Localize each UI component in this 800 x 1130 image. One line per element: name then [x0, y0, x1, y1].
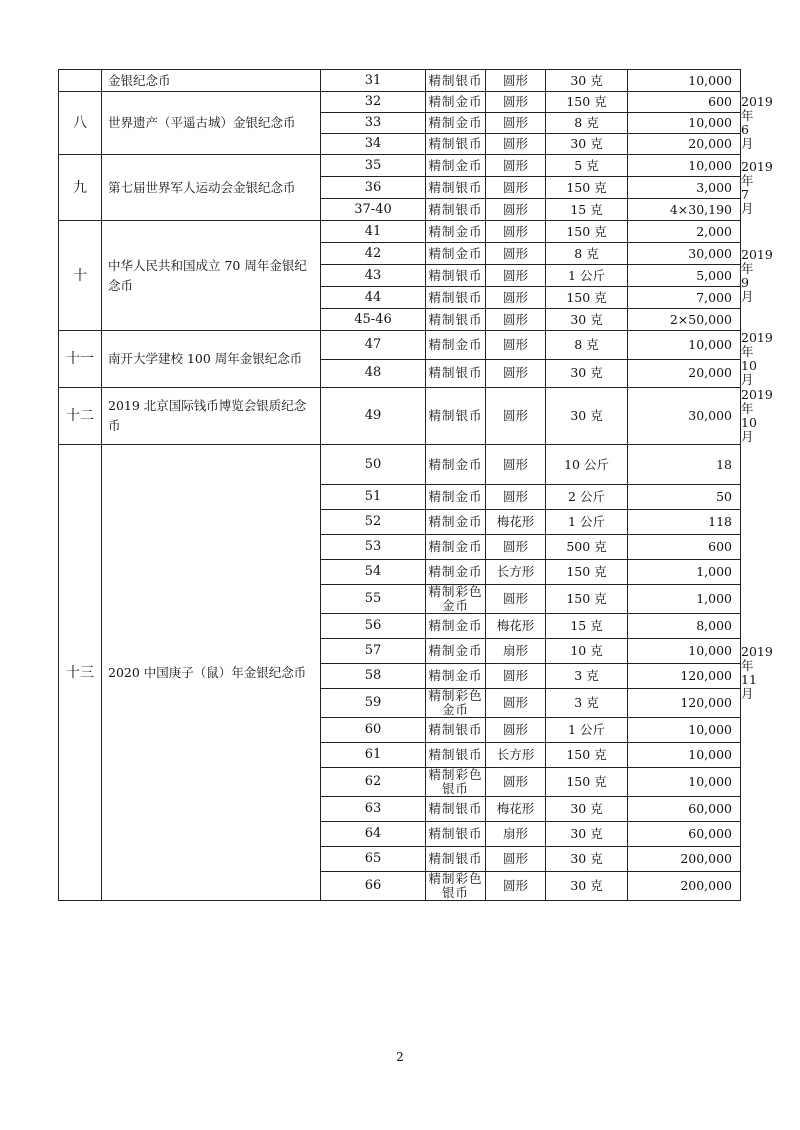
coin-weight: 150 克 — [546, 768, 628, 797]
coin-quality: 精制金币 — [426, 92, 486, 113]
coin-quality: 精制银币 — [426, 265, 486, 287]
coin-weight: 10 公斤 — [546, 445, 628, 485]
issue-quantity: 50 — [628, 485, 741, 510]
coin-quality: 精制银币 — [426, 743, 486, 768]
coin-shape: 圆形 — [486, 70, 546, 92]
issue-quantity: 10,000 — [628, 743, 741, 768]
coin-weight: 8 克 — [546, 331, 628, 360]
coin-program-name: 第七届世界军人运动会金银纪念币 — [102, 155, 321, 221]
coin-shape: 长方形 — [486, 560, 546, 585]
coin-serial: 45-46 — [321, 309, 426, 331]
table-row: 十三 2020 中国庚子（鼠）年金银纪念币 50 精制金币 圆形 10 公斤 18 2019 年 11 月 — [59, 445, 741, 485]
coin-shape: 圆形 — [486, 359, 546, 388]
coin-quality: 精制金币 — [426, 535, 486, 560]
coin-serial: 47 — [321, 331, 426, 360]
coin-program-name: 南开大学建校 100 周年金银纪念币 — [102, 331, 321, 388]
coin-quality: 精制金币 — [426, 155, 486, 177]
table-row — [59, 70, 741, 92]
issue-quantity: 200,000 — [628, 847, 741, 872]
coin-serial: 42 — [321, 243, 426, 265]
coin-shape: 扇形 — [486, 822, 546, 847]
coin-quality: 精制银币 — [426, 134, 486, 155]
coin-shape: 梅花形 — [486, 510, 546, 535]
coin-serial: 65 — [321, 847, 426, 872]
coin-weight: 3 克 — [546, 664, 628, 689]
group-number: 十二 — [59, 388, 102, 445]
coin-quality: 精制彩色金币 — [426, 585, 486, 614]
coin-weight: 5 克 — [546, 155, 628, 177]
coin-serial: 64 — [321, 822, 426, 847]
coin-shape: 圆形 — [486, 664, 546, 689]
coin-serial: 52 — [321, 510, 426, 535]
coin-quality: 精制彩色金币 — [426, 689, 486, 718]
coin-serial: 57 — [321, 639, 426, 664]
coin-weight: 8 克 — [546, 243, 628, 265]
issue-quantity: 30,000 — [628, 243, 741, 265]
coin-quality: 精制金币 — [426, 560, 486, 585]
issue-quantity: 10,000 — [628, 639, 741, 664]
coin-weight: 150 克 — [546, 560, 628, 585]
coin-serial: 59 — [321, 689, 426, 718]
issue-quantity: 120,000 — [628, 664, 741, 689]
coin-weight: 30 克 — [546, 70, 628, 92]
coin-weight: 2 公斤 — [546, 485, 628, 510]
coin-shape: 圆形 — [486, 689, 546, 718]
issue-quantity: 20,000 — [628, 359, 741, 388]
coin-quality: 精制金币 — [426, 510, 486, 535]
coin-shape: 圆形 — [486, 535, 546, 560]
coin-quality: 精制金币 — [426, 221, 486, 243]
coin-weight: 1 公斤 — [546, 718, 628, 743]
coin-serial: 32 — [321, 92, 426, 113]
group-number: 十 — [59, 221, 102, 331]
issue-quantity: 4×30,190 — [628, 199, 741, 221]
coin-serial: 33 — [321, 113, 426, 134]
coin-program-name: 2020 中国庚子（鼠）年金银纪念币 — [102, 445, 321, 901]
coin-serial: 62 — [321, 768, 426, 797]
issue-quantity: 5,000 — [628, 265, 741, 287]
coin-quality: 精制银币 — [426, 847, 486, 872]
coin-weight: 3 克 — [546, 689, 628, 718]
issue-quantity: 10,000 — [628, 331, 741, 360]
coin-serial: 55 — [321, 585, 426, 614]
coin-weight: 10 克 — [546, 639, 628, 664]
coin-shape: 圆形 — [486, 199, 546, 221]
issue-quantity: 10,000 — [628, 70, 741, 92]
coin-shape: 圆形 — [486, 388, 546, 445]
issue-quantity: 2,000 — [628, 221, 741, 243]
table-row: 十 中华人民共和国成立 70 周年金银纪念币 41 精制金币 圆形 150 克 2,000 2019 年 9 月 — [59, 221, 741, 243]
coin-serial: 51 — [321, 485, 426, 510]
group-number: 九 — [59, 155, 102, 221]
coin-quality: 精制银币 — [426, 309, 486, 331]
coin-serial: 53 — [321, 535, 426, 560]
table-body — [59, 70, 773, 901]
coin-shape: 扇形 — [486, 639, 546, 664]
coin-quality: 精制金币 — [426, 331, 486, 360]
coin-shape: 圆形 — [486, 445, 546, 485]
coin-serial: 34 — [321, 134, 426, 155]
group-number — [59, 70, 102, 92]
coin-weight: 30 克 — [546, 797, 628, 822]
coin-shape: 长方形 — [486, 743, 546, 768]
coin-quality: 精制金币 — [426, 113, 486, 134]
coin-quality: 精制银币 — [426, 718, 486, 743]
issue-quantity: 60,000 — [628, 822, 741, 847]
coin-quality: 精制金币 — [426, 445, 486, 485]
coin-quality: 精制银币 — [426, 359, 486, 388]
table-row: 十二 2019 北京国际钱币博览会银质纪念币 49 精制银币 圆形 30 克 30,000 2019 年 10 月 — [59, 388, 741, 445]
coin-serial: 48 — [321, 359, 426, 388]
coin-weight: 500 克 — [546, 535, 628, 560]
coin-serial: 43 — [321, 265, 426, 287]
issue-quantity: 2×50,000 — [628, 309, 741, 331]
coin-shape: 圆形 — [486, 155, 546, 177]
coin-quality: 精制银币 — [426, 388, 486, 445]
coin-shape: 圆形 — [486, 585, 546, 614]
coin-quality: 精制金币 — [426, 614, 486, 639]
coin-quality: 精制银币 — [426, 822, 486, 847]
coin-weight: 150 克 — [546, 92, 628, 113]
coin-quality: 精制银币 — [426, 199, 486, 221]
coin-serial: 63 — [321, 797, 426, 822]
coin-program-name: 金银纪念币 — [102, 70, 321, 92]
coin-quality: 精制银币 — [426, 287, 486, 309]
coin-quality: 精制银币 — [426, 797, 486, 822]
coin-issue-table — [58, 69, 773, 901]
issue-quantity: 20,000 — [628, 134, 741, 155]
coin-weight: 150 克 — [546, 287, 628, 309]
coin-weight: 30 克 — [546, 822, 628, 847]
issue-quantity: 1,000 — [628, 585, 741, 614]
coin-quality: 精制银币 — [426, 70, 486, 92]
issue-quantity: 7,000 — [628, 287, 741, 309]
group-number: 八 — [59, 92, 102, 155]
issue-quantity: 8,000 — [628, 614, 741, 639]
coin-serial: 35 — [321, 155, 426, 177]
coin-weight: 30 克 — [546, 309, 628, 331]
coin-weight: 150 克 — [546, 221, 628, 243]
coin-shape: 圆形 — [486, 243, 546, 265]
issue-quantity: 30,000 — [628, 388, 741, 445]
issue-quantity: 118 — [628, 510, 741, 535]
coin-serial: 31 — [321, 70, 426, 92]
coin-quality: 精制金币 — [426, 243, 486, 265]
coin-program-name: 2019 北京国际钱币博览会银质纪念币 — [102, 388, 321, 445]
coin-shape: 梅花形 — [486, 797, 546, 822]
coin-quality: 精制银币 — [426, 177, 486, 199]
coin-serial: 56 — [321, 614, 426, 639]
coin-serial: 44 — [321, 287, 426, 309]
coin-quality: 精制彩色银币 — [426, 768, 486, 797]
coin-shape: 圆形 — [486, 485, 546, 510]
coin-quality: 精制金币 — [426, 639, 486, 664]
coin-shape: 圆形 — [486, 177, 546, 199]
coin-serial: 50 — [321, 445, 426, 485]
coin-weight: 1 公斤 — [546, 510, 628, 535]
coin-serial: 60 — [321, 718, 426, 743]
coin-quality: 精制金币 — [426, 664, 486, 689]
coin-weight: 30 克 — [546, 872, 628, 901]
table-row: 八 世界遗产（平遥古城）金银纪念币 32 精制金币 圆形 150 克 600 2019 年 6 月 — [59, 92, 741, 113]
coin-serial: 58 — [321, 664, 426, 689]
group-number: 十三 — [59, 445, 102, 901]
coin-weight: 15 克 — [546, 199, 628, 221]
coin-shape: 圆形 — [486, 287, 546, 309]
coin-weight: 8 克 — [546, 113, 628, 134]
coin-shape: 圆形 — [486, 331, 546, 360]
coin-weight: 15 克 — [546, 614, 628, 639]
coin-shape: 圆形 — [486, 718, 546, 743]
coin-weight: 150 克 — [546, 743, 628, 768]
coin-quality: 精制彩色银币 — [426, 872, 486, 901]
coin-shape: 圆形 — [486, 113, 546, 134]
coin-quality: 精制金币 — [426, 485, 486, 510]
coin-serial: 41 — [321, 221, 426, 243]
group-number: 十一 — [59, 331, 102, 388]
issue-quantity: 10,000 — [628, 768, 741, 797]
coin-shape: 圆形 — [486, 872, 546, 901]
coin-shape: 圆形 — [486, 309, 546, 331]
issue-quantity: 1,000 — [628, 560, 741, 585]
coin-program-name: 世界遗产（平遥古城）金银纪念币 — [102, 92, 321, 155]
issue-quantity: 18 — [628, 445, 741, 485]
coin-program-name: 中华人民共和国成立 70 周年金银纪念币 — [102, 221, 321, 331]
coin-weight: 30 克 — [546, 359, 628, 388]
issue-quantity: 10,000 — [628, 113, 741, 134]
coin-serial: 37-40 — [321, 199, 426, 221]
table-row: 十一 南开大学建校 100 周年金银纪念币 47 精制金币 圆形 8 克 10,000 2019 年 10 月 — [59, 331, 741, 360]
coin-shape: 圆形 — [486, 134, 546, 155]
coin-serial: 49 — [321, 388, 426, 445]
issue-quantity: 200,000 — [628, 872, 741, 901]
issue-quantity: 10,000 — [628, 718, 741, 743]
coin-shape: 圆形 — [486, 92, 546, 113]
coin-shape: 圆形 — [486, 265, 546, 287]
coin-weight: 150 克 — [546, 585, 628, 614]
issue-quantity: 3,000 — [628, 177, 741, 199]
coin-serial: 54 — [321, 560, 426, 585]
coin-serial: 36 — [321, 177, 426, 199]
coin-shape: 梅花形 — [486, 614, 546, 639]
coin-weight: 1 公斤 — [546, 265, 628, 287]
issue-quantity: 600 — [628, 535, 741, 560]
table-row: 九 第七届世界军人运动会金银纪念币 35 精制金币 圆形 5 克 10,000 2019 年 7 月 — [59, 155, 741, 177]
issue-quantity: 10,000 — [628, 155, 741, 177]
coin-shape: 圆形 — [486, 221, 546, 243]
coin-weight: 30 克 — [546, 134, 628, 155]
coin-weight: 30 克 — [546, 388, 628, 445]
issue-quantity: 120,000 — [628, 689, 741, 718]
issue-quantity: 600 — [628, 92, 741, 113]
issue-quantity: 60,000 — [628, 797, 741, 822]
coin-serial: 66 — [321, 872, 426, 901]
page-number: 2 — [396, 1050, 404, 1064]
coin-serial: 61 — [321, 743, 426, 768]
coin-shape: 圆形 — [486, 847, 546, 872]
coin-shape: 圆形 — [486, 768, 546, 797]
coin-weight: 150 克 — [546, 177, 628, 199]
coin-weight: 30 克 — [546, 847, 628, 872]
